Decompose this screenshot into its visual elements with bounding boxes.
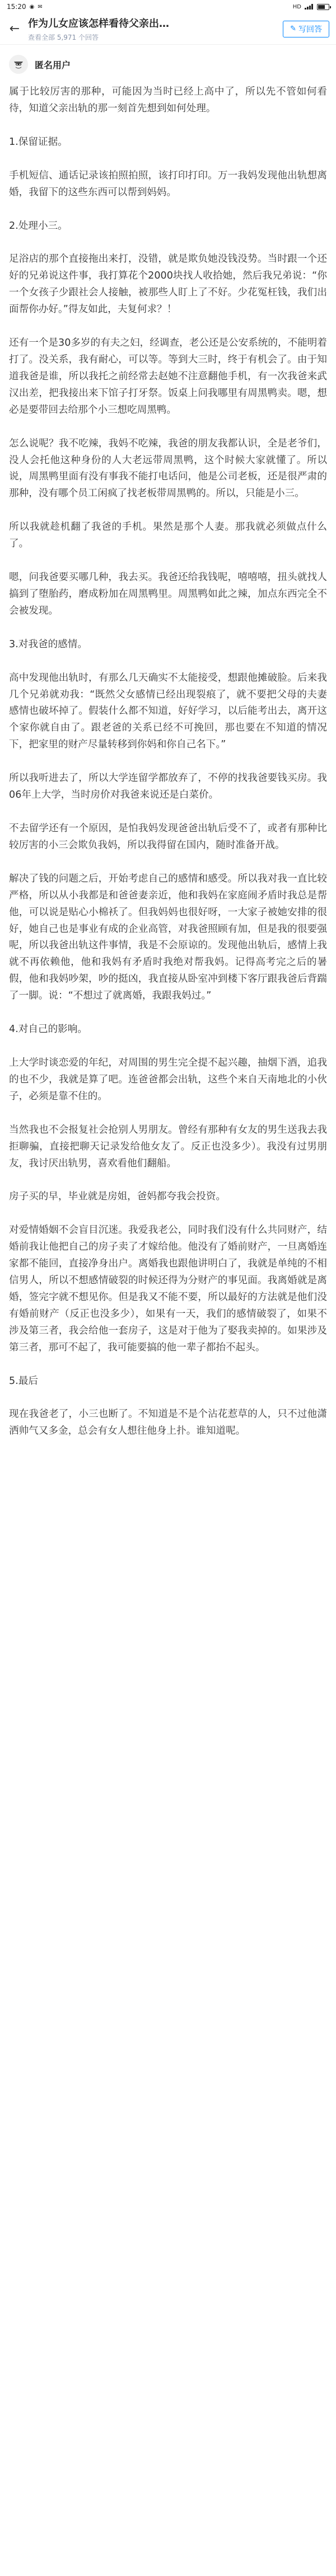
answer-paragraph: 3.对我爸的感情。	[9, 638, 87, 650]
answer-paragraph: 怎么说呢？我不吃辣，我妈不吃辣，我爸的朋友我都认识，全是老爷们，没人会托他这种身份的人大老远带周黑鸭，这个时候大家就懂了。所以说，周黑鸭里面有没有事我不能打电话问，他是公司老板，还是很严肃的那种，没有哪个员工闲疯了找老板带周黑鸭的。所以，只能是小三。	[9, 437, 327, 500]
answer-paragraph: 手机短信、通话记录该拍照拍照，该打印打印。万一我妈发现他出轨想离婚，我留下的这些东西可以帮到妈妈。	[9, 169, 327, 198]
answer-paragraph: 不去留学还有一个原因，是怕我妈发现爸爸出轨后受不了，或者有那种比较厉害的小三会欺负我妈，所以我得留在国内，随时准备开战。	[9, 823, 327, 851]
write-answer-label: 写回答	[298, 25, 322, 34]
avatar[interactable]	[9, 55, 28, 74]
battery-icon	[317, 4, 329, 10]
status-right	[293, 4, 329, 10]
answer-paragraph: 房子买的早，毕业就是房姐，爸妈都夸我会投资。	[9, 1191, 226, 1203]
write-answer-button[interactable]	[283, 21, 329, 37]
author-row[interactable]	[0, 45, 336, 79]
answer-paragraph: 所以我听进去了，所以大学连留学都放弃了，不停的找我爸要钱买房。我06年上大学，当时房价对我爸来说还是白菜价。	[9, 773, 327, 801]
network-label: HD	[292, 3, 301, 10]
answer-paragraph: 现在我爸老了，小三也断了。不知道是不是个沾花惹草的人，只不过他潇洒帅气又多金，总会有女人想往他身上扑。谁知道呢。	[9, 1409, 327, 1437]
answer-paragraph: 4.对自己的影响。	[9, 1024, 87, 1035]
answer-paragraph: 高中发现他出轨时，有那么几天确实不太能接受，想跟他摊破脸。后来我几个兄弟就劝我：“既然父女感情已经出现裂痕了，就不要把父母的夫妻感情也破坏掉了。假装什么都不知道，好好学习，以后能考出去，离开这个家你就自由了。跟老爸的关系已经不可挽回，那也要在不知道的情况下，把家里的财产尽量转移到你妈和你自己名下。”	[9, 672, 327, 751]
answer-count[interactable]: 查看全部 5,971 个回答	[28, 34, 99, 41]
anonymous-avatar-icon	[9, 55, 28, 74]
title-block[interactable]	[28, 16, 283, 42]
status-bar	[0, 0, 336, 13]
answer-body	[0, 79, 336, 1440]
answer-paragraph: 还有一个是30多岁的有夫之妇，经调查，老公还是公安系统的，不能明着打了。没关系，我有耐心，可以等。等到大三时，终于有机会了。由于知道我爸是谁，所以我托之前经常去赵她不注意翻他手机，有一次我爸来武汉出差，把我接出来下馆子打牙祭。饭桌上问我哪里有周黑鸭卖。嗯，想必是要带回去给那个小三想吃周黑鸭。	[9, 337, 327, 416]
answer-paragraph: 2.处理小三。	[9, 220, 68, 232]
answer-paragraph: 属于比较厉害的那种，可能因为当时已经上高中了，所以先不管如何看待，知道父亲出轨的那一刻首先想到如何处理。	[9, 86, 327, 114]
status-left	[7, 3, 43, 11]
answer-paragraph: 上大学时谈恋爱的年纪，对周围的男生完全提不起兴趣，抽烟下酒，追我的也不少，我就是算了吧。连爸爸都会出轨，这些个来自天南地北的小伙子，必须是靠不住的。	[9, 1057, 327, 1102]
answer-paragraph: 1.保留证据。	[9, 136, 68, 148]
notification-icon: ◉	[29, 3, 35, 10]
answer-paragraph: 解决了钱的问题之后，开始考虑自己的感情和感受。所以我对我一直比较严格，所以从小我都是和爸爸妻亲近，他和我妈在家庭闹矛盾时我总是帮他，可以说是贴心小棉袄了。但我妈妈也很好呀，一大家子被她安排的很好，她自己也是事业有成的企业高管，对我爸照顾有加，但是我的很要强呢，所以我爸出轨这件事情，我是不会原谅的。发现他出轨后，感情上我就不再依赖他，他和我妈有矛盾时我绝对帮我妈。记得高考完之后的暑假，他和我妈吵架，吵的挺凶，我直接从卧室冲到楼下客厅跟我爸后背踹了一脚。说：“不想过了就离婚，我跟我妈过。”	[9, 873, 327, 1002]
answer-paragraph: 当然我也不会报复社会抢别人男朋友。曾经有那种有女友的男生送我去我拒聊骗，直接把聊天记录发给他女友了。反正也没多少）。我没有过男朋友，我讨厌出轨男，喜欢看他们翻船。	[9, 1124, 327, 1169]
answer-paragraph: 5.最后	[9, 1375, 38, 1387]
answer-paragraph: 嗯，问我爸要买哪几种，我去买。我爸还给我钱呢，嘻嘻嘻，扭头就找人搞到了堕胎药，磨成粉加在周黑鸭里。周黑鸭如此之辣，加点东西完全不会被发现。	[9, 572, 327, 616]
question-title[interactable]: 作为儿女应该怎样看待父亲出…	[28, 18, 169, 30]
answer-paragraph: 所以我就趁机翻了我爸的手机。果然是那个人妻。那我就必须做点什么了。	[9, 521, 327, 550]
signal-icon	[305, 4, 314, 10]
answer-paragraph: 足浴店的那个直接拖出来打，没错，就是欺负她没钱没势。当时跟一个还好的兄弟说这件事，我打算花个2000块找人收拾她，然后我兄弟说：“你一个女孩子少跟社会人接触，被那些人盯上了不好。少花冤枉钱，我们出面帮你办好。”得友如此，夫复何求？！	[9, 253, 327, 315]
back-arrow-icon[interactable]: ←	[9, 22, 20, 36]
battery-fill	[318, 5, 325, 9]
answer-paragraph: 对爱情婚姻不会盲目沉迷。我爱我老公，同时我们没有什么共同财产，结婚前我让他把自己的房子卖了才嫁给他。他没有了婚前财产，一旦离婚连家都不能回，直接净身出户。离婚我也跟他讲明白了，我就是单纯的不相信男人，所以不想感情破裂的时候还得为分财产的事见面。我离婚就是离婚，签完字就不想见你。但是我又不能不要，所以最好的方法就是他们没有婚前财产（反正也没多少），如果有一天，我们的感情破裂了，如果不涉及第三者，我会给他一套房子，这是对于他为了娶我卖掉的。如果涉及第三者，那可不起了，我可能要搞的他一辈子都抬不起头。	[9, 1225, 327, 1353]
pen-icon: ✎	[290, 25, 296, 33]
status-time: 15:20	[7, 3, 26, 11]
message-icon: ✉	[38, 3, 43, 10]
author-name[interactable]: 匿名用户	[35, 59, 71, 70]
header	[0, 13, 336, 45]
